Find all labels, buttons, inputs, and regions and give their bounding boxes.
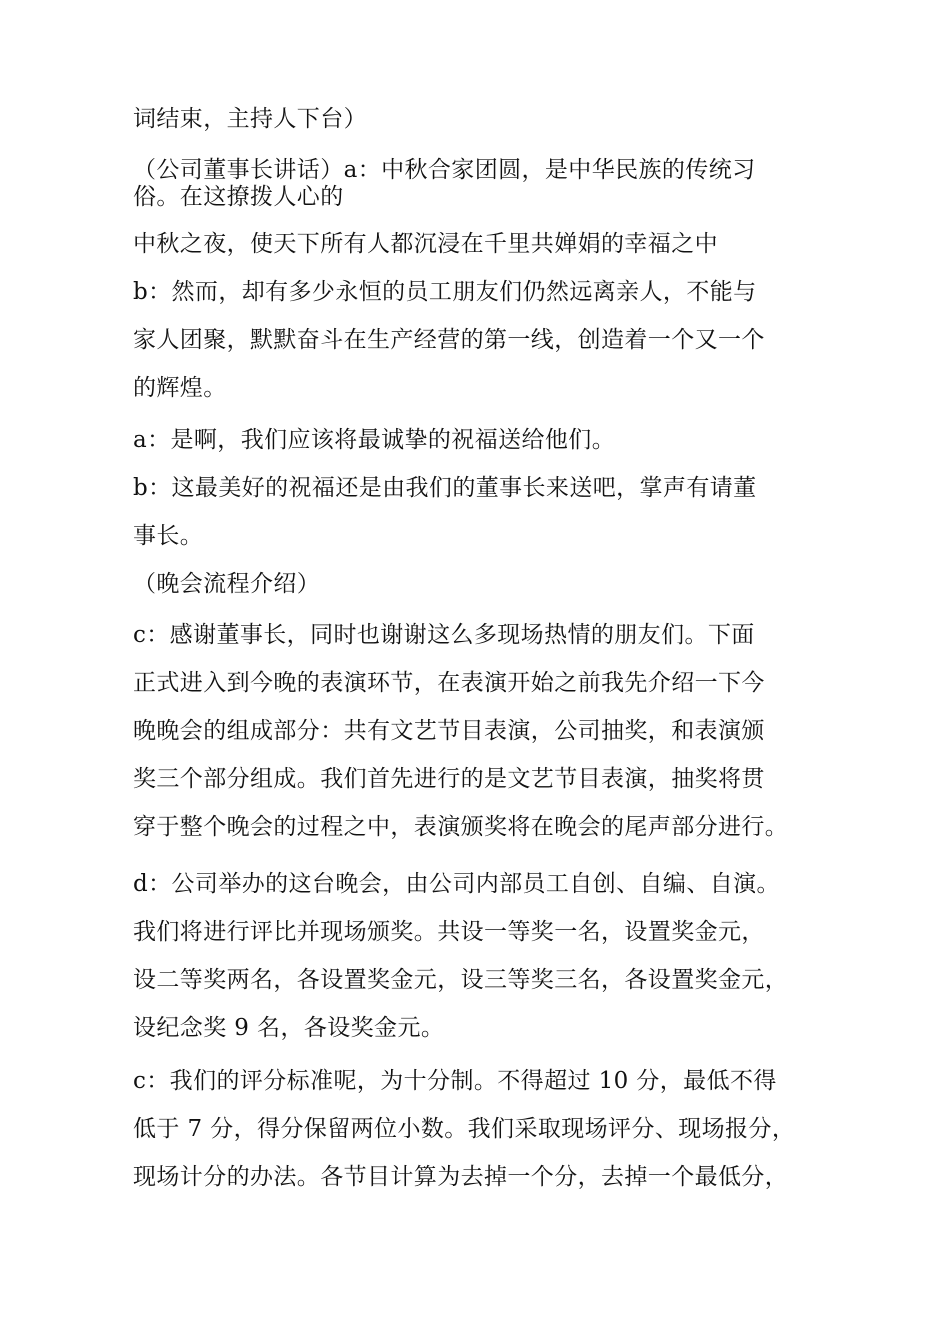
- text-line: b：然而，却有多少永恒的员工朋友们仍然远离亲人，不能与: [133, 279, 757, 305]
- text-line: 低于 7 分，得分保留两位小数。我们采取现场评分、现场报分，: [133, 1116, 796, 1142]
- text-line: c：感谢董事长，同时也谢谢这么多现场热情的朋友们。下面: [133, 622, 755, 648]
- text-line: 事长。: [133, 523, 204, 549]
- text-line: 穿于整个晚会的过程之中，表演颁奖将在晚会的尾声部分进行。: [133, 814, 789, 840]
- text-line: （公司董事长讲话）a：中秋合家团圆，是中华民族的传统习: [133, 157, 756, 183]
- text-line: 家人团聚，默默奋斗在生产经营的第一线，创造着一个又一个: [133, 327, 765, 353]
- text-line: 的辉煌。: [133, 375, 227, 401]
- text-line: 俗。在这撩拨人心的: [133, 184, 344, 210]
- text-line: d：公司举办的这台晚会，由公司内部员工自创、自编、自演。: [133, 871, 780, 897]
- text-line: 我们将进行评比并现场颁奖。共设一等奖一名，设置奖金元，: [133, 919, 765, 945]
- text-line: 词结束，主持人下台）: [133, 106, 367, 132]
- text-line: 现场计分的办法。各节目计算为去掉一个分，去掉一个最低分，: [133, 1164, 789, 1190]
- text-line: 设纪念奖 9 名，各设奖金元。: [133, 1015, 445, 1041]
- text-line: c：我们的评分标准呢，为十分制。不得超过 10 分，最低不得: [133, 1068, 777, 1094]
- text-line: b：这最美好的祝福还是由我们的董事长来送吧，掌声有请董: [133, 475, 757, 501]
- text-line: 设二等奖两名，各设置奖金元，设三等奖三名，各设置奖金元，: [133, 967, 789, 993]
- text-line: 中秋之夜，使天下所有人都沉浸在千里共婵娟的幸福之中: [133, 231, 718, 257]
- text-line: 奖三个部分组成。我们首先进行的是文艺节目表演，抽奖将贯: [133, 766, 765, 792]
- text-line: （晚会流程介绍）: [133, 571, 321, 597]
- text-line: 正式进入到今晚的表演环节，在表演开始之前我先介绍一下今: [133, 670, 765, 696]
- text-line: 晚晚会的组成部分：共有文艺节目表演，公司抽奖，和表演颁: [133, 718, 765, 744]
- text-line: a：是啊，我们应该将最诚挚的祝福送给他们。: [133, 427, 616, 453]
